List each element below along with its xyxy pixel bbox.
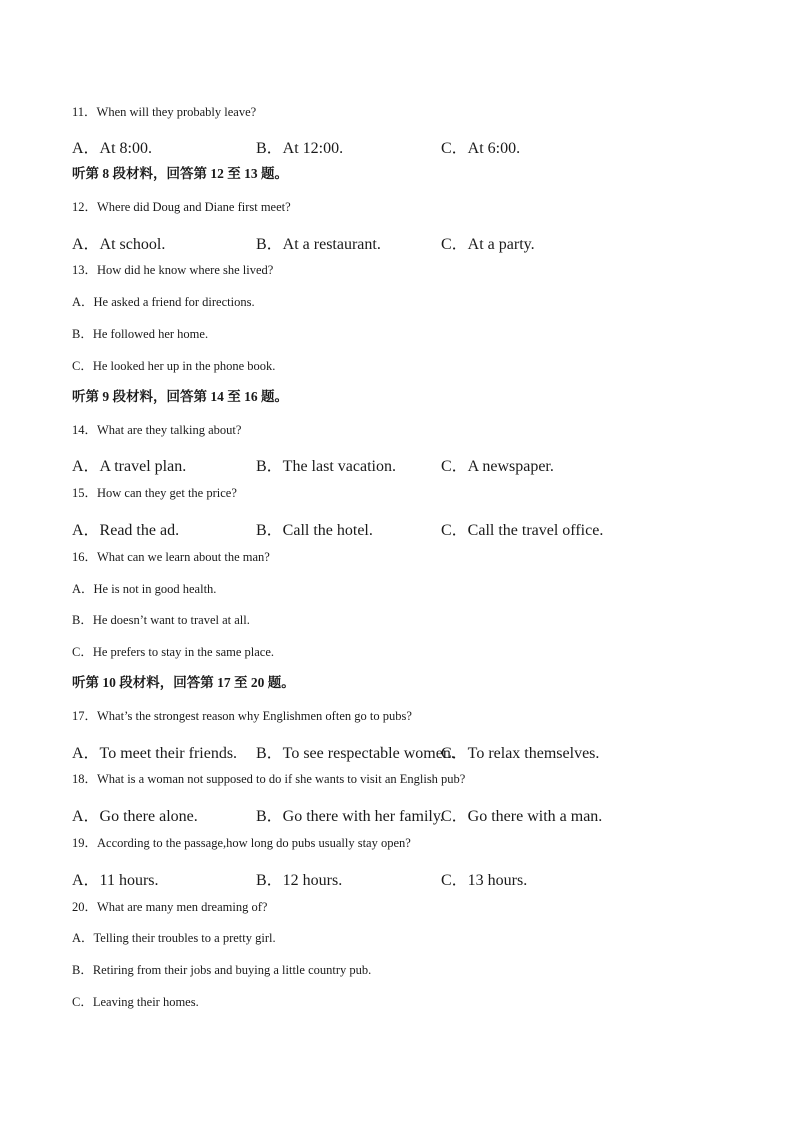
option-16c	[0, 644, 794, 660]
option-a: A．Read the ad.	[72, 522, 180, 539]
option-b: B．He doesn’t want to travel at all.	[72, 613, 250, 627]
option-13a	[0, 294, 794, 310]
question-14	[0, 422, 794, 438]
options-17	[0, 740, 794, 762]
options-19	[0, 867, 794, 889]
options-14	[0, 453, 794, 475]
question-12	[0, 199, 794, 215]
option-c: C．He prefers to stay in the same place.	[72, 645, 275, 659]
option-c: C．Go there with a man.	[441, 808, 603, 825]
option-b: B．The last vacation.	[256, 458, 396, 475]
option-c: C．Call the travel office.	[441, 522, 604, 539]
option-a: A．He asked a friend for directions.	[72, 295, 255, 309]
option-b: B．Retiring from their jobs and buying a little country pub.	[72, 963, 372, 977]
option-b: B．Go there with her family.	[256, 808, 444, 825]
question-19	[0, 835, 794, 851]
option-c: C．To relax themselves.	[441, 745, 600, 762]
option-13c	[0, 358, 794, 374]
question-text: 13．How did he know where she lived?	[72, 263, 274, 277]
section-heading: 听第 9 段材料，回答第 14 至 16 题。	[72, 389, 288, 404]
options-12	[0, 231, 794, 253]
question-text: 20．What are many men dreaming of?	[72, 900, 268, 914]
section-heading: 听第 8 段材料，回答第 12 至 13 题。	[72, 166, 288, 181]
option-20b	[0, 962, 794, 978]
question-17	[0, 708, 794, 724]
option-a: A．Go there alone.	[72, 808, 198, 825]
option-16a	[0, 581, 794, 597]
section-heading: 听第 10 段材料，回答第 17 至 20 题。	[72, 675, 295, 690]
question-text: 16．What can we learn about the man?	[72, 550, 270, 564]
option-20c	[0, 994, 794, 1010]
option-a: A．To meet their friends.	[72, 745, 238, 762]
question-text: 14．What are they talking about?	[72, 423, 242, 437]
options-18	[0, 803, 794, 825]
option-b: B．At a restaurant.	[256, 236, 381, 253]
question-13	[0, 262, 794, 278]
option-a: A．11 hours.	[72, 872, 159, 889]
option-b: B．Call the hotel.	[256, 522, 373, 539]
option-c: C．13 hours.	[441, 872, 528, 889]
question-11	[0, 104, 794, 120]
option-c: C．At a party.	[441, 236, 535, 253]
option-a: A．Telling their troubles to a pretty girl.	[72, 931, 276, 945]
question-20	[0, 899, 794, 915]
question-text: 11．When will they probably leave?	[72, 105, 257, 119]
question-16	[0, 549, 794, 565]
option-b: B．To see respectable women.	[256, 745, 455, 762]
section-heading-8	[0, 166, 794, 182]
option-20a	[0, 930, 794, 946]
section-heading-9	[0, 389, 794, 405]
question-text: 15．How can they get the price?	[72, 486, 237, 500]
option-c: C．At 6:00.	[441, 140, 521, 157]
option-b: B．At 12:00.	[256, 140, 344, 157]
option-b: B．He followed her home.	[72, 327, 209, 341]
question-text: 19．According to the passage,how long do pubs usually stay open?	[72, 836, 411, 850]
option-a: A．A travel plan.	[72, 458, 187, 475]
option-13b	[0, 326, 794, 342]
option-a: A．At school.	[72, 236, 166, 253]
options-15	[0, 517, 794, 539]
question-18	[0, 771, 794, 787]
question-text: 17．What’s the strongest reason why Englishmen often go to pubs?	[72, 709, 412, 723]
options-11	[0, 135, 794, 157]
question-text: 12．Where did Doug and Diane first meet?	[72, 200, 291, 214]
question-text: 18．What is a woman not supposed to do if she wants to visit an English pub?	[72, 772, 466, 786]
option-16b	[0, 612, 794, 628]
option-c: C．He looked her up in the phone book.	[72, 359, 276, 373]
option-a: A．At 8:00.	[72, 140, 153, 157]
question-15	[0, 485, 794, 501]
option-c: C．A newspaper.	[441, 458, 554, 475]
option-a: A．He is not in good health.	[72, 582, 217, 596]
option-b: B．12 hours.	[256, 872, 343, 889]
option-c: C．Leaving their homes.	[72, 995, 199, 1009]
section-heading-10	[0, 675, 794, 691]
